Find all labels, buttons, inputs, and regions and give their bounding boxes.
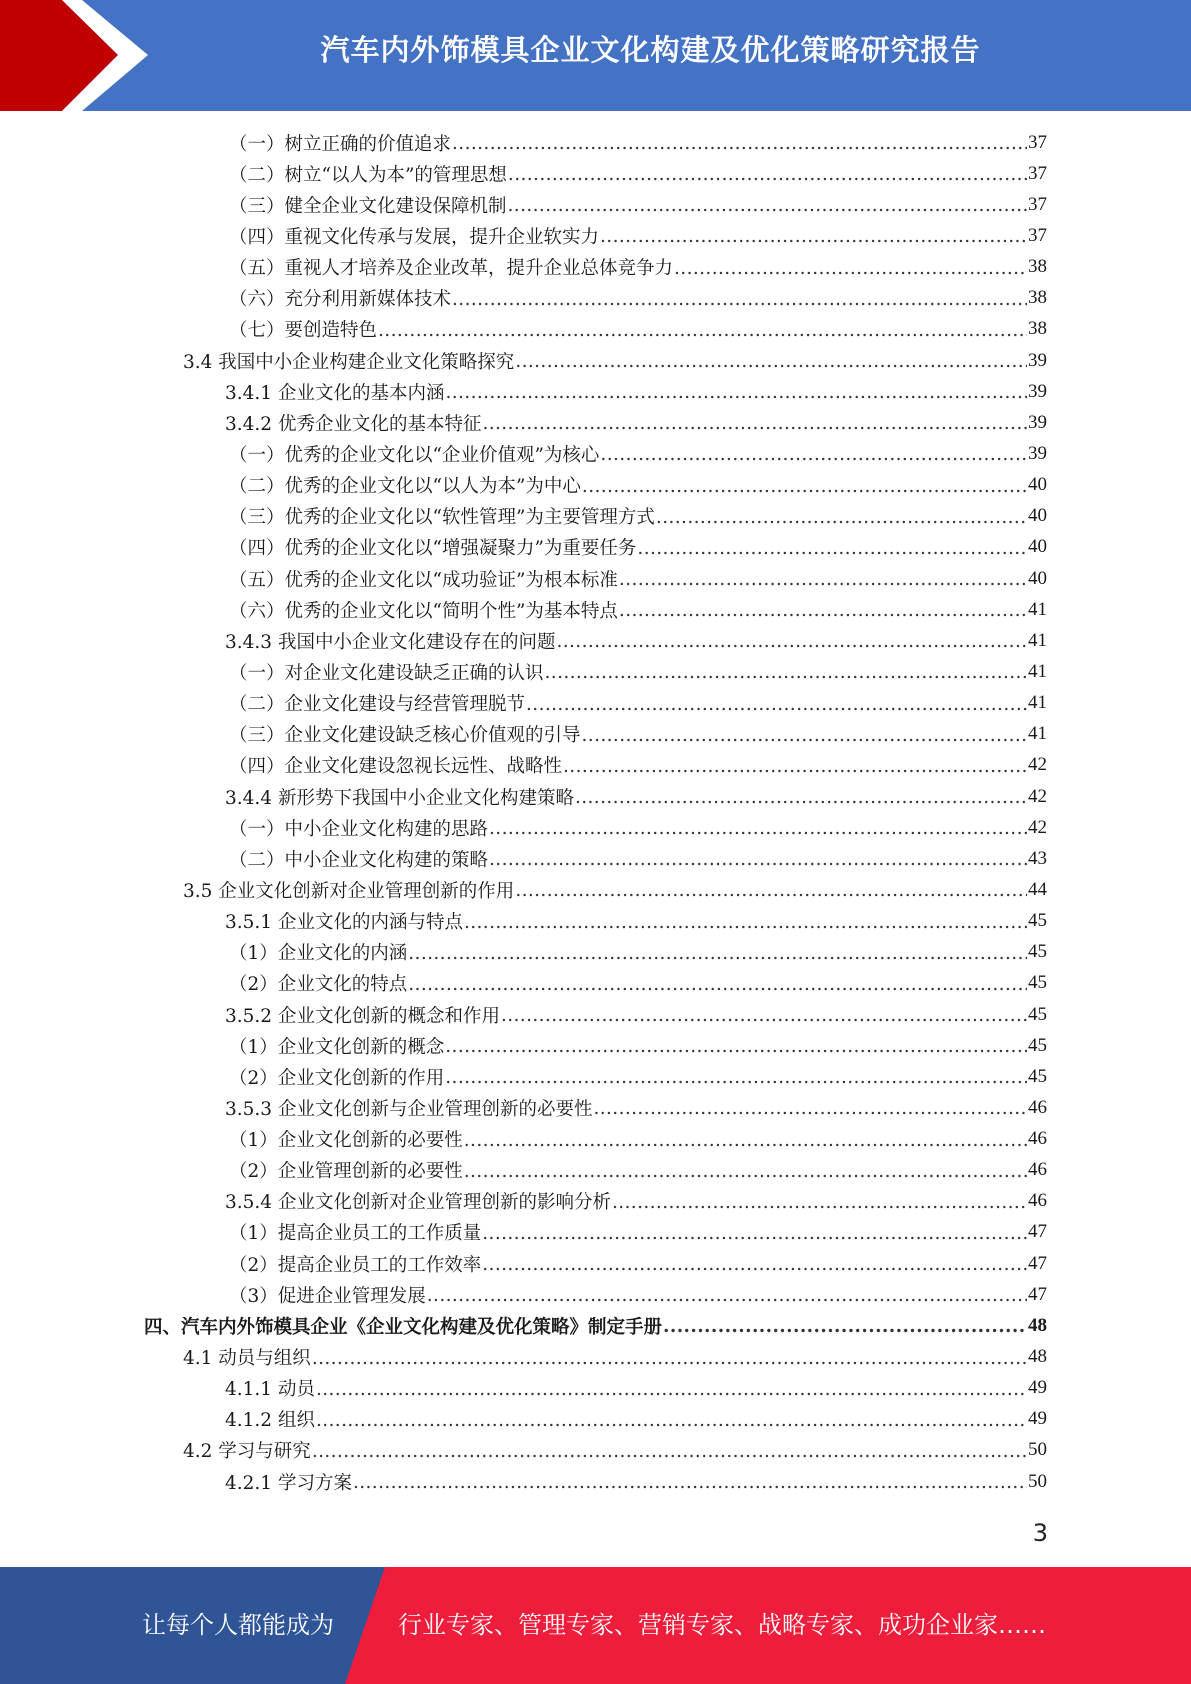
toc-entry[interactable] — [0, 1435, 1191, 1466]
toc-dot-leader — [508, 164, 1027, 185]
toc-entry[interactable] — [0, 470, 1191, 501]
toc-entry-page: 40 — [1028, 505, 1047, 527]
toc-dot-leader — [612, 1192, 1027, 1213]
toc-entry-page: 42 — [1028, 754, 1047, 776]
toc-entry[interactable] — [0, 1466, 1191, 1497]
toc-entry[interactable] — [0, 1217, 1191, 1248]
toc-dot-leader — [482, 1254, 1027, 1275]
toc-entry-page: 38 — [1028, 287, 1047, 309]
toc-entry[interactable] — [0, 501, 1191, 532]
toc-entry-title: （1）企业文化创新的必要性 — [229, 1130, 463, 1152]
toc-entry[interactable] — [0, 1124, 1191, 1155]
toc-dot-leader — [312, 1348, 1027, 1369]
toc-entry[interactable] — [0, 532, 1191, 563]
toc-entry[interactable] — [0, 594, 1191, 625]
toc-entry-title: （2）企业文化的特点 — [229, 974, 408, 996]
toc-entry-page: 39 — [1028, 349, 1047, 371]
toc-dot-leader — [515, 880, 1027, 901]
toc-dot-leader — [353, 1472, 1027, 1493]
toc-dot-leader — [482, 413, 1027, 434]
toc-entry[interactable] — [0, 283, 1191, 314]
toc-dot-leader — [556, 631, 1027, 652]
toc-entry[interactable] — [0, 376, 1191, 407]
toc-entry-page: 43 — [1028, 847, 1047, 869]
toc-entry-page: 37 — [1028, 131, 1047, 153]
toc-entry-page: 46 — [1028, 1128, 1047, 1150]
toc-dot-leader — [674, 258, 1027, 279]
toc-dot-leader — [619, 569, 1027, 590]
toc-entry-page: 42 — [1028, 816, 1047, 838]
toc-dot-leader — [489, 818, 1027, 839]
toc-entry-title: （五）重视人才培养及企业改革，提升企业总体竞争力 — [229, 258, 674, 280]
toc-entry-page: 40 — [1028, 567, 1047, 589]
toc-entry-page: 39 — [1028, 380, 1047, 402]
toc-dot-leader — [408, 943, 1027, 964]
toc-entry-page: 49 — [1028, 1408, 1047, 1430]
toc-entry-page: 38 — [1028, 256, 1047, 278]
toc-dot-leader — [445, 1036, 1027, 1057]
toc-entry[interactable] — [0, 719, 1191, 750]
toc-entry-page: 45 — [1028, 910, 1047, 932]
toc-dot-leader — [408, 974, 1027, 995]
toc-entry-title: （1）企业文化创新的概念 — [229, 1036, 445, 1058]
toc-entry-title: 4.1 动员与组织 — [183, 1348, 311, 1370]
toc-entry-page: 42 — [1028, 785, 1047, 807]
toc-entry-title: （一）优秀的企业文化以“企业价值观”为核心 — [229, 444, 600, 466]
toc-dot-leader — [545, 662, 1027, 683]
toc-entry[interactable] — [0, 1279, 1191, 1310]
toc-dot-leader — [637, 538, 1027, 559]
toc-entry-title: 3.5.4 企业文化创新对企业管理创新的影响分析 — [225, 1192, 611, 1214]
toc-entry-title: 3.4.4 新形势下我国中小企业文化构建策略 — [225, 787, 574, 809]
toc-entry-page: 45 — [1028, 1034, 1047, 1056]
toc-dot-leader — [582, 725, 1027, 746]
toc-entry-title: （1）企业文化的内涵 — [229, 943, 408, 965]
toc-entry[interactable] — [0, 1310, 1191, 1341]
toc-entry-page: 39 — [1028, 442, 1047, 464]
toc-entry-title: （六）充分利用新媒体技术 — [229, 289, 452, 311]
toc-dot-leader — [378, 320, 1027, 341]
toc-entry-page: 45 — [1028, 941, 1047, 963]
toc-entry-title: 4.2 学习与研究 — [183, 1441, 311, 1463]
toc-entry-page: 45 — [1028, 1003, 1047, 1025]
toc-entry-page: 41 — [1028, 598, 1047, 620]
footer-slogan-right: 行业专家、管理专家、营销专家、战略专家、成功企业家…… — [398, 1611, 1046, 1639]
toc-entry-title: （二）优秀的企业文化以“以人为本”为中心 — [229, 476, 581, 498]
toc-entry-title: （2）企业文化创新的作用 — [229, 1067, 445, 1089]
toc-entry[interactable] — [0, 189, 1191, 220]
toc-entry[interactable] — [0, 781, 1191, 812]
toc-entry[interactable] — [0, 1373, 1191, 1404]
toc-entry-title: （一）中小企业文化构建的思路 — [229, 818, 489, 840]
toc-entry-title: 3.5.1 企业文化的内涵与特点 — [225, 912, 463, 934]
toc-entry[interactable] — [0, 1341, 1191, 1372]
toc-dot-leader — [445, 382, 1027, 403]
toc-entry-page: 47 — [1028, 1283, 1047, 1305]
toc-entry-page: 41 — [1028, 629, 1047, 651]
page-footer — [0, 1567, 1191, 1684]
toc-entry-page: 44 — [1028, 878, 1047, 900]
toc-entry-title: 3.4.1 企业文化的基本内涵 — [225, 382, 445, 404]
toc-dot-leader — [656, 507, 1027, 528]
toc-entry[interactable] — [0, 968, 1191, 999]
toc-entry-page: 40 — [1028, 536, 1047, 558]
toc-entry[interactable] — [0, 252, 1191, 283]
toc-entry[interactable] — [0, 438, 1191, 469]
toc-entry[interactable] — [0, 906, 1191, 937]
toc-entry[interactable] — [0, 625, 1191, 656]
toc-entry-page: 37 — [1028, 193, 1047, 215]
toc-dot-leader — [593, 1098, 1027, 1119]
toc-dot-leader — [452, 133, 1027, 154]
toc-dot-leader — [312, 1441, 1027, 1462]
footer-slogan-left: 让每个人都能成为 — [142, 1611, 334, 1639]
toc-entry[interactable] — [0, 158, 1191, 189]
toc-entry-title: （七）要创造特色 — [229, 320, 378, 342]
toc-entry-title: （三）企业文化建设缺乏核心价值观的引导 — [229, 725, 581, 747]
toc-dot-leader — [445, 1067, 1027, 1088]
toc-dot-leader — [427, 1285, 1027, 1306]
toc-entry-page: 45 — [1028, 1065, 1047, 1087]
toc-entry[interactable] — [0, 999, 1191, 1030]
toc-entry[interactable] — [0, 407, 1191, 438]
toc-entry[interactable] — [0, 1092, 1191, 1123]
toc-entry[interactable] — [0, 656, 1191, 687]
toc-entry-title: （六）优秀的企业文化以“简明个性”为基本特点 — [229, 600, 618, 622]
toc-entry[interactable] — [0, 1248, 1191, 1279]
toc-entry-title: （2）提高企业员工的工作效率 — [229, 1254, 482, 1276]
toc-entry-page: 50 — [1028, 1470, 1047, 1492]
toc-entry[interactable] — [0, 127, 1191, 158]
toc-entry-page: 37 — [1028, 162, 1047, 184]
toc-entry[interactable] — [0, 874, 1191, 905]
page-header — [0, 0, 1191, 111]
toc-entry-title: （一）树立正确的价值追求 — [229, 133, 452, 155]
table-of-contents — [0, 127, 1191, 1497]
toc-entry-title: 3.4.3 我国中小企业文化建设存在的问题 — [225, 631, 556, 653]
toc-dot-leader — [452, 289, 1027, 310]
toc-dot-leader — [582, 476, 1027, 497]
toc-entry-title: 3.5.2 企业文化创新的概念和作用 — [225, 1005, 500, 1027]
toc-entry-page: 40 — [1028, 474, 1047, 496]
toc-dot-leader — [464, 1130, 1027, 1151]
toc-dot-leader — [575, 787, 1027, 808]
toc-entry-page: 39 — [1028, 411, 1047, 433]
toc-entry[interactable] — [0, 750, 1191, 781]
toc-entry-title: 3.4 我国中小企业构建企业文化策略探究 — [183, 351, 515, 373]
toc-entry-page: 48 — [1028, 1314, 1047, 1336]
toc-entry-title: （3）促进企业管理发展 — [229, 1285, 426, 1307]
toc-entry-title: （二）中小企业文化构建的策略 — [229, 849, 489, 871]
toc-entry-page: 48 — [1028, 1346, 1047, 1368]
toc-entry-title: 3.5.3 企业文化创新与企业管理创新的必要性 — [225, 1098, 593, 1120]
toc-dot-leader — [501, 1005, 1027, 1026]
toc-dot-leader — [316, 1379, 1027, 1400]
toc-entry-page: 46 — [1028, 1190, 1047, 1212]
toc-entry-page: 46 — [1028, 1159, 1047, 1181]
toc-entry-page: 50 — [1028, 1439, 1047, 1461]
toc-entry-page: 41 — [1028, 660, 1047, 682]
toc-entry-page: 47 — [1028, 1252, 1047, 1274]
toc-dot-leader — [508, 195, 1027, 216]
toc-entry-title: 3.4.2 优秀企业文化的基本特征 — [225, 413, 482, 435]
toc-entry-title: 四、汽车内外饰模具企业《企业文化构建及优化策略》制定手册 — [144, 1316, 663, 1338]
toc-entry[interactable] — [0, 345, 1191, 376]
toc-dot-leader — [619, 600, 1027, 621]
toc-dot-leader — [464, 912, 1027, 933]
toc-entry-title: （二）企业文化建设与经营管理脱节 — [229, 694, 526, 716]
page-number: 3 — [1032, 1519, 1048, 1547]
toc-entry-title: （三）健全企业文化建设保障机制 — [229, 195, 507, 217]
toc-entry-page: 46 — [1028, 1096, 1047, 1118]
toc-entry-page: 38 — [1028, 318, 1047, 340]
toc-entry-page: 47 — [1028, 1221, 1047, 1243]
toc-entry-title: 3.5 企业文化创新对企业管理创新的作用 — [183, 880, 515, 902]
toc-entry-title: 4.2.1 学习方案 — [225, 1472, 352, 1494]
toc-entry-page: 41 — [1028, 723, 1047, 745]
toc-entry-title: 4.1.2 组织 — [225, 1410, 315, 1432]
toc-entry[interactable] — [0, 937, 1191, 968]
toc-entry-page: 37 — [1028, 224, 1047, 246]
toc-dot-leader — [489, 849, 1027, 870]
toc-entry[interactable] — [0, 1061, 1191, 1092]
toc-entry[interactable] — [0, 1155, 1191, 1186]
toc-entry-title: 4.1.1 动员 — [225, 1379, 315, 1401]
toc-dot-leader — [563, 756, 1027, 777]
toc-entry-title: （四）重视文化传承与发展，提升企业软实力 — [229, 226, 600, 248]
toc-entry[interactable] — [0, 1186, 1191, 1217]
toc-dot-leader — [663, 1316, 1027, 1337]
toc-entry[interactable] — [0, 220, 1191, 251]
toc-entry-title: （2）企业管理创新的必要性 — [229, 1161, 463, 1183]
toc-entry-title: （五）优秀的企业文化以“成功验证”为根本标准 — [229, 569, 618, 591]
toc-entry[interactable] — [0, 843, 1191, 874]
toc-entry[interactable] — [0, 812, 1191, 843]
toc-entry-title: （一）对企业文化建设缺乏正确的认识 — [229, 662, 544, 684]
toc-entry-page: 41 — [1028, 692, 1047, 714]
toc-entry-title: （1）提高企业员工的工作质量 — [229, 1223, 482, 1245]
toc-entry-title: （三）优秀的企业文化以“软性管理”为主要管理方式 — [229, 507, 655, 529]
toc-dot-leader — [600, 226, 1027, 247]
toc-dot-leader — [526, 694, 1027, 715]
toc-entry-page: 45 — [1028, 972, 1047, 994]
toc-entry-title: （二）树立“以人为本”的管理思想 — [229, 164, 507, 186]
toc-dot-leader — [464, 1161, 1027, 1182]
toc-entry[interactable] — [0, 314, 1191, 345]
toc-dot-leader — [600, 444, 1027, 465]
document-title: 汽车内外饰模具企业文化构建及优化策略研究报告 — [320, 33, 981, 67]
toc-entry[interactable] — [0, 563, 1191, 594]
toc-entry[interactable] — [0, 1404, 1191, 1435]
toc-dot-leader — [515, 351, 1027, 372]
toc-entry[interactable] — [0, 688, 1191, 719]
toc-entry-title: （四）优秀的企业文化以“增强凝聚力”为重要任务 — [229, 538, 637, 560]
toc-dot-leader — [316, 1410, 1027, 1431]
toc-entry-page: 49 — [1028, 1377, 1047, 1399]
toc-entry[interactable] — [0, 1030, 1191, 1061]
toc-dot-leader — [482, 1223, 1027, 1244]
toc-entry-title: （四）企业文化建设忽视长远性、战略性 — [229, 756, 563, 778]
